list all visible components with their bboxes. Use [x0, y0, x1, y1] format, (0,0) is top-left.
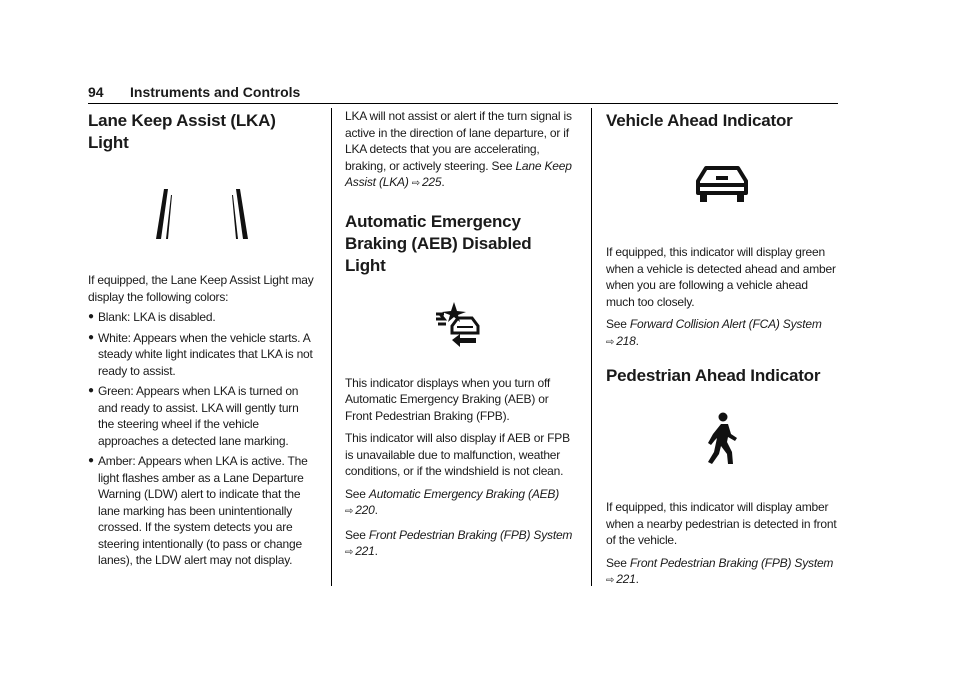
column-left: [88, 108, 316, 569]
column-right: [606, 108, 838, 590]
page-ref[interactable]: 218: [616, 333, 636, 348]
list-item: ● White: Appears when the vehicle starts. A steady white light indicates that LKA is not ready to assist.: [88, 330, 313, 378]
pedestrian-ahead-icon: [606, 391, 838, 487]
fpb-cross-ref-link[interactable]: Front Pedestrian Braking (FPB) System: [368, 527, 573, 542]
fpb-see-reference: See Front Pedestrian Braking (FPB) System ⇨ 221.: [345, 527, 573, 558]
aeb-disabled-icon: [345, 283, 575, 367]
aeb-see-reference: See Automatic Emergency Braking (AEB) ⇨ 220.: [345, 486, 560, 517]
aeb-cross-ref-link[interactable]: Automatic Emergency Braking (AEB): [368, 486, 560, 501]
header-rule: [88, 103, 838, 104]
column-middle: [345, 108, 575, 562]
list-item: ● Amber: Appears when LKA is active. The light flashes amber as a Lane Departure Warning (LDW) alert to indicate that the lane marking has been unintentionally crossed. If the system detects you are steering intentionally (to pass or change lanes), the LDW alert may not display.: [88, 454, 308, 567]
fca-see-reference: See Forward Collision Alert (FCA) System ⇨ 218.: [606, 317, 822, 348]
page-ref-arrow-icon: ⇨: [345, 547, 354, 558]
page-ref-arrow-icon: ⇨: [345, 506, 354, 517]
pedestrian-ahead-paragraph: If equipped, this indicator will display amber when a nearby pedestrian is detected in front of the vehicle.: [606, 500, 837, 547]
column-divider: [591, 108, 592, 586]
page-number: 94: [88, 84, 104, 100]
page-ref-arrow-icon: ⇨: [606, 575, 615, 586]
vehicle-ahead-icon: [606, 136, 838, 232]
lka-continued-paragraph: LKA will not assist or alert if the turn signal is active in the direction of lane departure, or if LKA detects that you are accelerating, braking, or actively steering. See Lane Keep Assist (LKA) ⇨ 225.: [345, 109, 572, 189]
aeb-paragraph-2: This indicator will also display if AEB or FPB is unavailable due to malfunction, weather conditions, or if the windshield is not clean.: [345, 431, 570, 478]
list-item: ● Green: Appears when LKA is turned on and ready to assist. LKA will gently turn the steering wheel if the vehicle approaches a detected lane marking.: [88, 384, 299, 448]
page-ref[interactable]: 221: [616, 572, 636, 586]
lane-keep-assist-icon: [88, 166, 316, 262]
fpb-see-reference-2: See Front Pedestrian Braking (FPB) System ⇨ 221.: [606, 555, 834, 586]
page-ref[interactable]: 221: [355, 544, 375, 558]
fpb-cross-ref-link-2[interactable]: Front Pedestrian Braking (FPB) System: [629, 555, 834, 570]
pedestrian-ahead-heading: Pedestrian Ahead Indicator: [606, 366, 821, 385]
fca-cross-ref-link[interactable]: Forward Collision Alert (FCA) System: [629, 317, 822, 331]
column-divider: [331, 108, 332, 586]
page-ref-arrow-icon: ⇨: [606, 336, 615, 348]
vehicle-ahead-paragraph: If equipped, this indicator will display green when a vehicle is detected ahead and amber when you are following a vehicle ahead much too closely.: [606, 245, 836, 309]
lka-heading: Lane Keep Assist (LKA) Light: [88, 111, 276, 152]
list-item: ● Blank: LKA is disabled.: [88, 310, 216, 324]
vehicle-ahead-heading: Vehicle Ahead Indicator: [606, 111, 793, 130]
page-ref[interactable]: 220: [355, 503, 375, 517]
lka-cross-ref-link[interactable]: Lane Keep Assist (LKA): [345, 158, 572, 189]
page-ref[interactable]: 225: [421, 175, 442, 189]
aeb-heading: Automatic Emergency Braking (AEB) Disabled Light: [345, 211, 532, 275]
section-title: Instruments and Controls: [130, 84, 301, 100]
aeb-paragraph-1: This indicator displays when you turn off Automatic Emergency Braking (AEB) or Front Pedestrian Braking (FPB).: [345, 375, 551, 423]
page-header: [88, 84, 838, 104]
page-ref-arrow-icon: ⇨: [411, 178, 420, 189]
lka-intro: If equipped, the Lane Keep Assist Light may display the following colors:: [88, 273, 314, 304]
